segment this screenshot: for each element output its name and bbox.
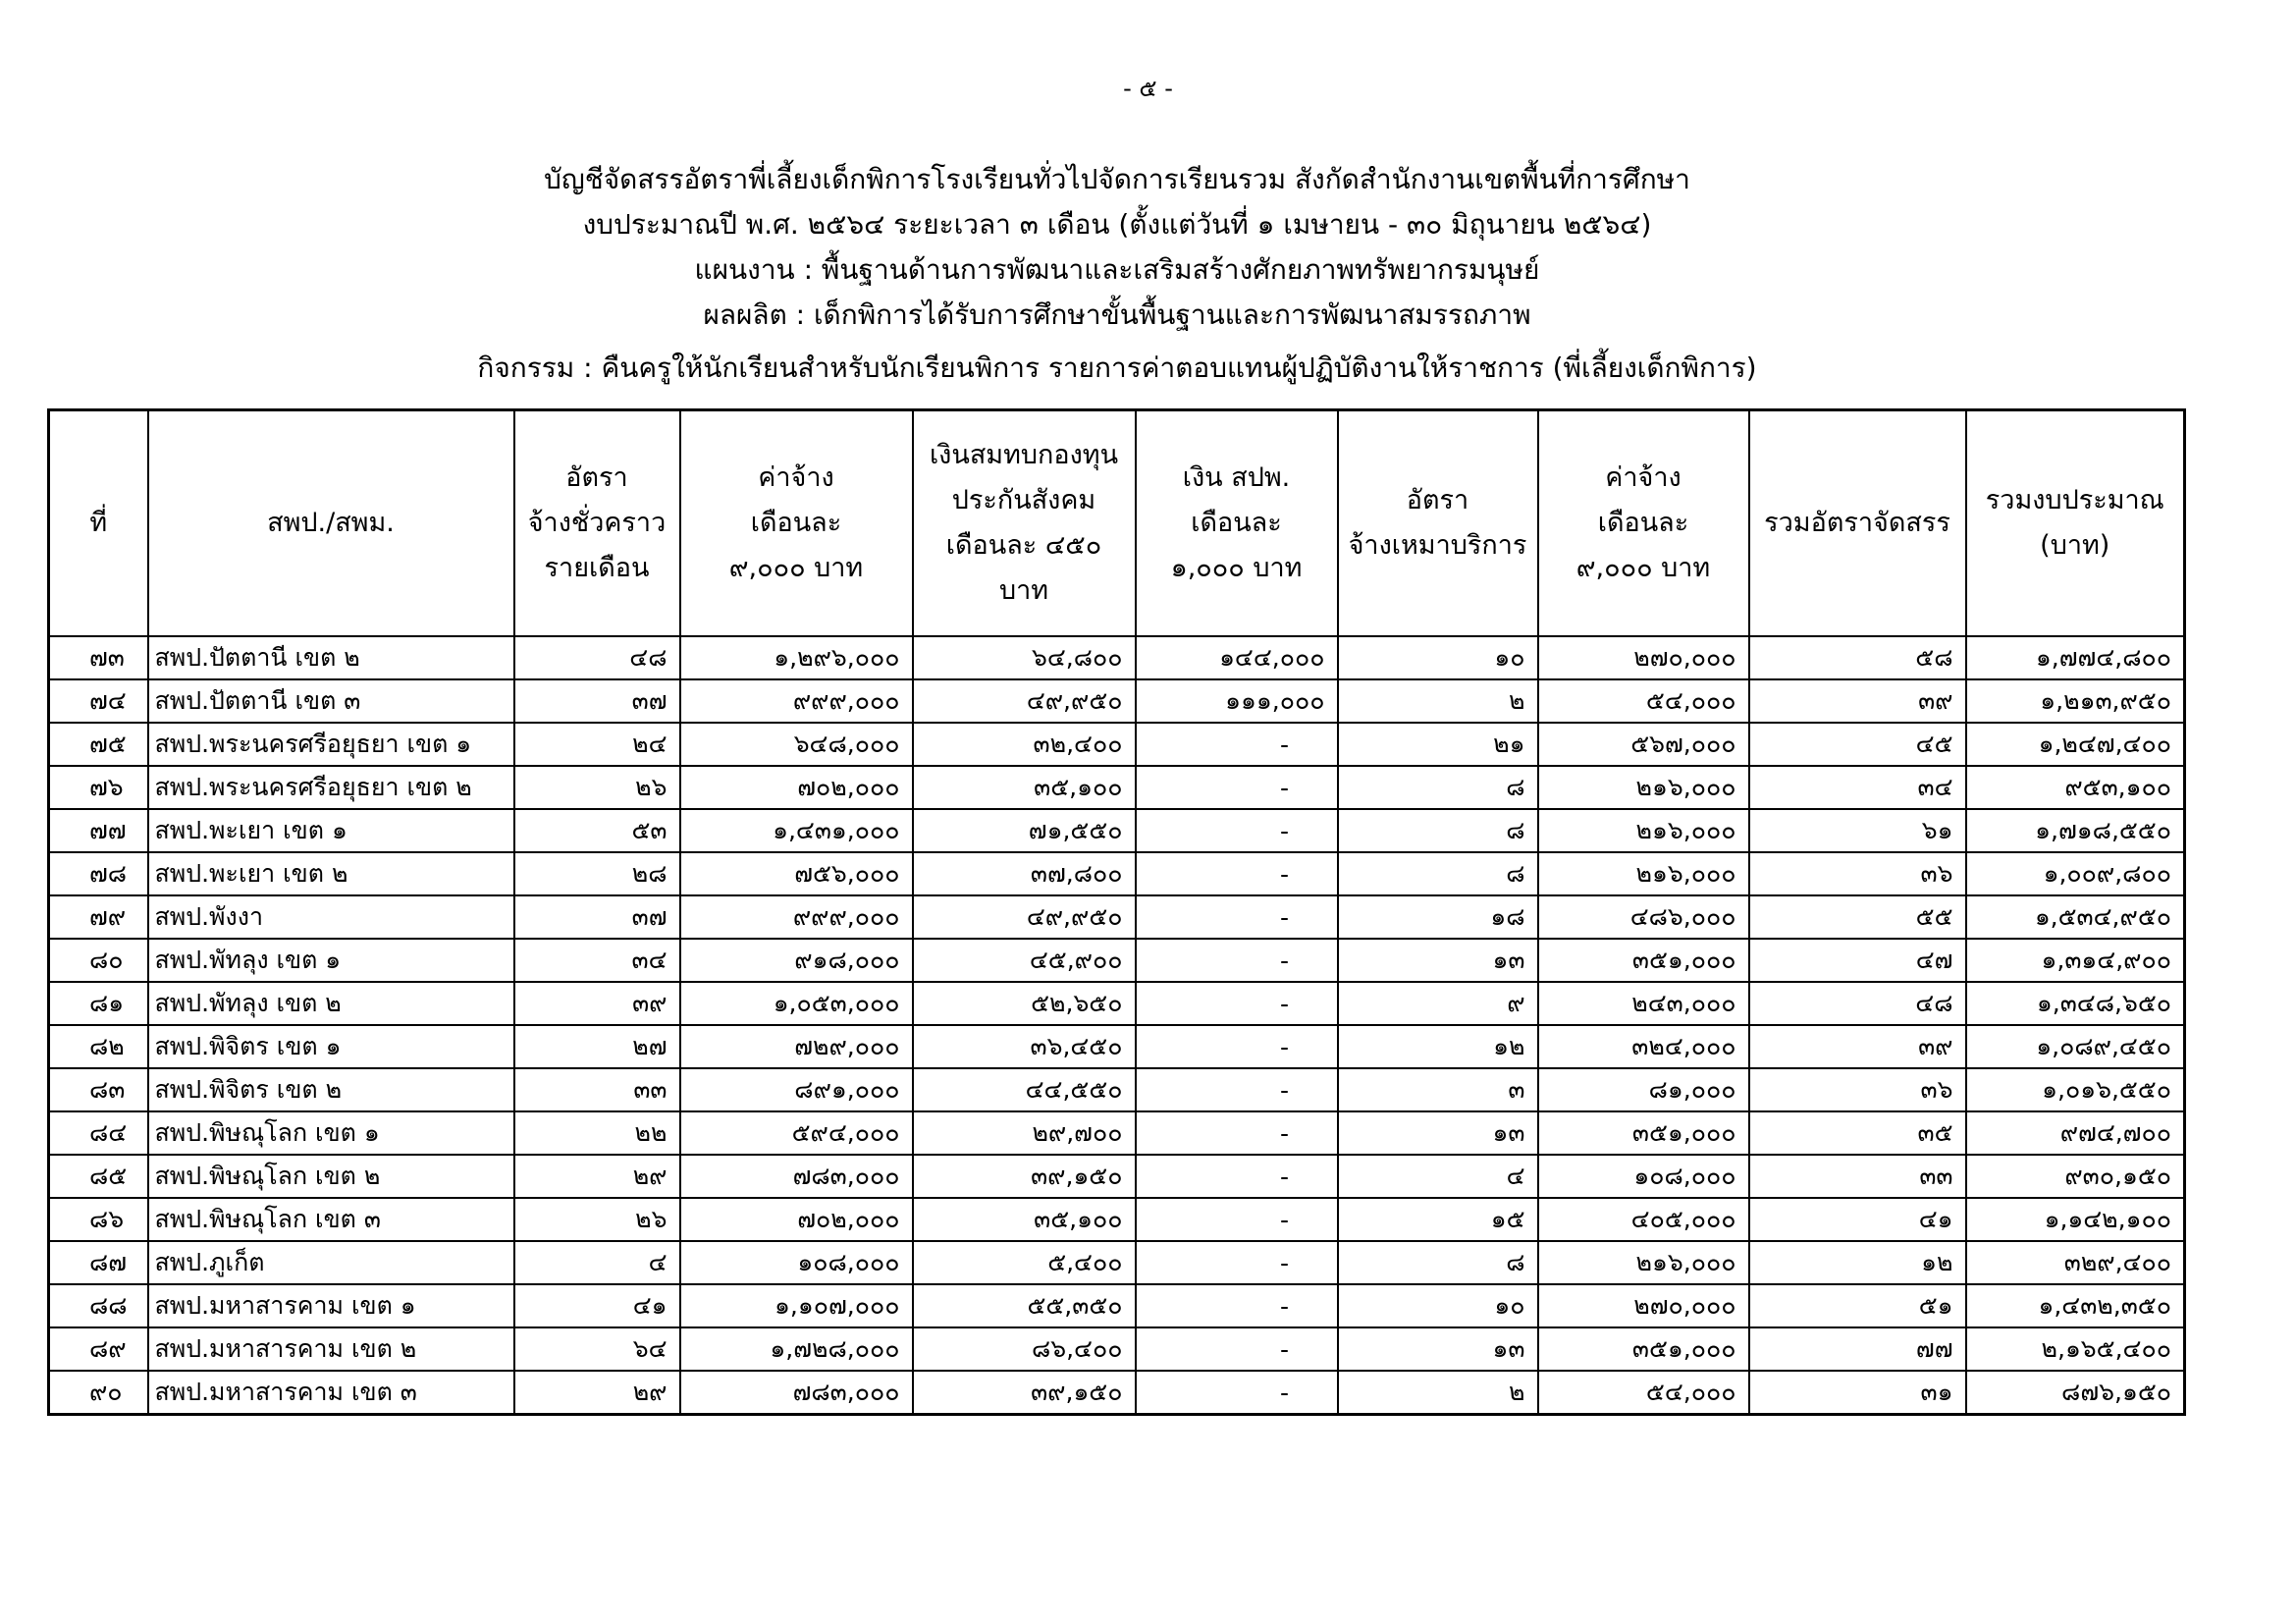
cell-col-service-rate: ๒: [1338, 1371, 1538, 1415]
cell-col-temp-rate: ๒๒: [514, 1111, 680, 1155]
cell-col-no: ๗๘: [49, 852, 148, 895]
header-text: จ้างชั่วคราว: [527, 508, 667, 538]
cell-col-service-wage: ๒๔๓,๐๐๐: [1538, 982, 1749, 1025]
cell-col-total-rate: ๓๓: [1749, 1155, 1966, 1198]
cell-col-wage: ๗๘๓,๐๐๐: [680, 1155, 913, 1198]
cell-col-social-security: ๒๙,๗๐๐: [913, 1111, 1136, 1155]
cell-col-service-wage: ๒๑๖,๐๐๐: [1538, 852, 1749, 895]
cell-col-social-security: ๓๒,๔๐๐: [913, 723, 1136, 766]
cell-col-service-wage: ๒๗๐,๐๐๐: [1538, 636, 1749, 679]
cell-col-total-budget: ๑,๓๔๘,๖๕๐: [1966, 982, 2185, 1025]
header-col-temp-rate: [514, 410, 680, 637]
cell-col-office: สพป.พังงา: [148, 895, 514, 939]
cell-col-social-security: ๖๔,๘๐๐: [913, 636, 1136, 679]
cell-col-service-rate: ๑๓: [1338, 1327, 1538, 1371]
header-text: (บาท): [2040, 530, 2110, 561]
table-row: [49, 809, 2185, 852]
cell-col-spp: -: [1136, 982, 1338, 1025]
cell-col-social-security: ๓๖,๔๕๐: [913, 1025, 1136, 1068]
cell-col-total-budget: ๙๕๓,๑๐๐: [1966, 766, 2185, 809]
cell-col-temp-rate: ๕๓: [514, 809, 680, 852]
cell-col-social-security: ๕๒,๖๕๐: [913, 982, 1136, 1025]
cell-col-wage: ๙๙๙,๐๐๐: [680, 679, 913, 723]
cell-col-office: สพป.พระนครศรีอยุธยา เขต ๑: [148, 723, 514, 766]
cell-col-total-budget: ๑,๒๑๓,๙๕๐: [1966, 679, 2185, 723]
cell-col-temp-rate: ๔๑: [514, 1284, 680, 1327]
cell-col-total-rate: ๓๖: [1749, 1068, 1966, 1111]
cell-col-service-wage: ๔๐๕,๐๐๐: [1538, 1198, 1749, 1241]
cell-col-total-budget: ๒,๑๖๕,๔๐๐: [1966, 1327, 2185, 1371]
cell-col-social-security: ๔๙,๙๕๐: [913, 895, 1136, 939]
cell-col-spp: -: [1136, 1111, 1338, 1155]
table-row: [49, 982, 2185, 1025]
cell-col-wage: ๑,๗๒๘,๐๐๐: [680, 1327, 913, 1371]
table-row: [49, 1327, 2185, 1371]
header-text: ๙,๐๐๐ บาท: [728, 553, 864, 583]
cell-col-total-rate: ๑๒: [1749, 1241, 1966, 1284]
cell-col-service-wage: ๑๐๘,๐๐๐: [1538, 1155, 1749, 1198]
cell-col-office: สพป.พิจิตร เขต ๑: [148, 1025, 514, 1068]
cell-col-no: ๘๔: [49, 1111, 148, 1155]
cell-col-total-rate: ๔๗: [1749, 939, 1966, 982]
cell-col-total-budget: ๙๓๐,๑๕๐: [1966, 1155, 2185, 1198]
cell-col-temp-rate: ๒๔: [514, 723, 680, 766]
cell-col-temp-rate: ๓๔: [514, 939, 680, 982]
cell-col-temp-rate: ๖๔: [514, 1327, 680, 1371]
header-text: รวมงบประมาณ: [1985, 485, 2164, 515]
header-text: เดือนละ ๔๕๐ บาท: [945, 530, 1102, 606]
table-row: [49, 1068, 2185, 1111]
header-text: จ้างเหมาบริการ: [1348, 530, 1527, 561]
cell-col-total-budget: ๘๗๖,๑๕๐: [1966, 1371, 2185, 1415]
header-row: [49, 410, 2185, 637]
table-row: [49, 723, 2185, 766]
header-text: รวมอัตราจัดสรร: [1764, 508, 1950, 538]
cell-col-social-security: ๕,๔๐๐: [913, 1241, 1136, 1284]
header-text: เงิน สปพ.: [1182, 462, 1291, 493]
cell-col-wage: ๗๐๒,๐๐๐: [680, 766, 913, 809]
cell-col-wage: ๑,๔๓๑,๐๐๐: [680, 809, 913, 852]
cell-col-spp: ๑๔๔,๐๐๐: [1136, 636, 1338, 679]
cell-col-service-wage: ๓๕๑,๐๐๐: [1538, 939, 1749, 982]
header-text: ค่าจ้าง: [1605, 462, 1682, 493]
cell-col-wage: ๗๘๓,๐๐๐: [680, 1371, 913, 1415]
cell-col-service-rate: ๑๘: [1338, 895, 1538, 939]
cell-col-service-wage: ๒๑๖,๐๐๐: [1538, 1241, 1749, 1284]
cell-col-spp: -: [1136, 723, 1338, 766]
cell-col-wage: ๗๒๙,๐๐๐: [680, 1025, 913, 1068]
cell-col-total-budget: ๑,๐๘๙,๔๕๐: [1966, 1025, 2185, 1068]
cell-col-total-budget: ๓๒๙,๔๐๐: [1966, 1241, 2185, 1284]
header-col-service-rate: [1338, 410, 1538, 637]
cell-col-spp: -: [1136, 939, 1338, 982]
cell-col-no: ๗๖: [49, 766, 148, 809]
table-body: [49, 636, 2185, 1415]
cell-col-wage: ๑,๒๙๖,๐๐๐: [680, 636, 913, 679]
header-text: เงินสมทบกองทุน: [929, 440, 1119, 470]
header-text: ๑,๐๐๐ บาท: [1170, 553, 1303, 583]
cell-col-no: ๗๕: [49, 723, 148, 766]
cell-col-social-security: ๓๕,๑๐๐: [913, 1198, 1136, 1241]
table-row: [49, 852, 2185, 895]
cell-col-temp-rate: ๒๖: [514, 766, 680, 809]
cell-col-total-budget: ๑,๐๐๙,๘๐๐: [1966, 852, 2185, 895]
header-text: ที่: [89, 508, 108, 538]
cell-col-no: ๗๙: [49, 895, 148, 939]
cell-col-wage: ๖๔๘,๐๐๐: [680, 723, 913, 766]
cell-col-spp: ๑๑๑,๐๐๐: [1136, 679, 1338, 723]
header-col-wage: [680, 410, 913, 637]
cell-col-service-rate: ๑๒: [1338, 1025, 1538, 1068]
cell-col-temp-rate: ๔: [514, 1241, 680, 1284]
cell-col-spp: -: [1136, 895, 1338, 939]
cell-col-spp: -: [1136, 1068, 1338, 1111]
cell-col-service-rate: ๘: [1338, 852, 1538, 895]
cell-col-total-budget: ๑,๑๔๒,๑๐๐: [1966, 1198, 2185, 1241]
header-text: ประกันสังคม: [951, 485, 1096, 515]
cell-col-total-rate: ๓๔: [1749, 766, 1966, 809]
cell-col-service-wage: ๕๖๗,๐๐๐: [1538, 723, 1749, 766]
cell-col-total-budget: ๑,๒๔๗,๔๐๐: [1966, 723, 2185, 766]
cell-col-office: สพป.ภูเก็ต: [148, 1241, 514, 1284]
cell-col-spp: -: [1136, 809, 1338, 852]
cell-col-social-security: ๓๕,๑๐๐: [913, 766, 1136, 809]
cell-col-service-rate: ๒๑: [1338, 723, 1538, 766]
cell-col-office: สพป.มหาสารคาม เขต ๓: [148, 1371, 514, 1415]
cell-col-service-rate: ๑๓: [1338, 939, 1538, 982]
cell-col-service-wage: ๓๕๑,๐๐๐: [1538, 1327, 1749, 1371]
header-col-total-budget: [1966, 410, 2185, 637]
cell-col-total-budget: ๑,๕๓๔,๙๕๐: [1966, 895, 2185, 939]
cell-col-no: ๘๓: [49, 1068, 148, 1111]
cell-col-service-rate: ๘: [1338, 1241, 1538, 1284]
cell-col-service-wage: ๓๕๑,๐๐๐: [1538, 1111, 1749, 1155]
table-row: [49, 1198, 2185, 1241]
title-line-2: งบประมาณปี พ.ศ. ๒๕๖๔ ระยะเวลา ๓ เดือน (ตั้งแต่วันที่ ๑ เมษายน - ๓๐ มิถุนายน ๒๕๖๔): [582, 208, 1652, 241]
cell-col-spp: -: [1136, 1284, 1338, 1327]
cell-col-wage: ๘๙๑,๐๐๐: [680, 1068, 913, 1111]
cell-col-office: สพป.พัทลุง เขต ๑: [148, 939, 514, 982]
cell-col-wage: ๙๙๙,๐๐๐: [680, 895, 913, 939]
cell-col-service-wage: ๒๗๐,๐๐๐: [1538, 1284, 1749, 1327]
cell-col-spp: -: [1136, 1155, 1338, 1198]
cell-col-total-rate: ๓๙: [1749, 1025, 1966, 1068]
cell-col-service-rate: ๒: [1338, 679, 1538, 723]
cell-col-spp: -: [1136, 1198, 1338, 1241]
cell-col-no: ๗๓: [49, 636, 148, 679]
cell-col-temp-rate: ๒๙: [514, 1371, 680, 1415]
cell-col-office: สพป.พิษณุโลก เขต ๑: [148, 1111, 514, 1155]
cell-col-wage: ๗๕๖,๐๐๐: [680, 852, 913, 895]
cell-col-office: สพป.พิษณุโลก เขต ๒: [148, 1155, 514, 1198]
cell-col-service-rate: ๘: [1338, 809, 1538, 852]
table-row: [49, 1371, 2185, 1415]
cell-col-service-rate: ๑๕: [1338, 1198, 1538, 1241]
cell-col-temp-rate: ๓๗: [514, 679, 680, 723]
cell-col-spp: -: [1136, 1025, 1338, 1068]
table-row: [49, 1025, 2185, 1068]
cell-col-total-budget: ๑,๐๑๖,๕๕๐: [1966, 1068, 2185, 1111]
cell-col-spp: -: [1136, 1371, 1338, 1415]
header-text: รายเดือน: [544, 553, 650, 583]
table-row: [49, 766, 2185, 809]
cell-col-total-budget: ๙๗๔,๗๐๐: [1966, 1111, 2185, 1155]
table-row: [49, 939, 2185, 982]
cell-col-social-security: ๗๑,๕๕๐: [913, 809, 1136, 852]
cell-col-no: ๘๖: [49, 1198, 148, 1241]
cell-col-total-budget: ๑,๔๓๒,๓๕๐: [1966, 1284, 2185, 1327]
cell-col-office: สพป.พะเยา เขต ๑: [148, 809, 514, 852]
table-row: [49, 1111, 2185, 1155]
cell-col-no: ๘๐: [49, 939, 148, 982]
table-row: [49, 679, 2185, 723]
cell-col-service-rate: ๘: [1338, 766, 1538, 809]
cell-col-total-budget: ๑,๗๗๔,๘๐๐: [1966, 636, 2185, 679]
header-text: ๙,๐๐๐ บาท: [1575, 553, 1711, 583]
table-row: [49, 1155, 2185, 1198]
cell-col-service-wage: ๔๘๖,๐๐๐: [1538, 895, 1749, 939]
cell-col-no: ๙๐: [49, 1371, 148, 1415]
cell-col-social-security: ๕๕,๓๕๐: [913, 1284, 1136, 1327]
document-titles: [0, 157, 2234, 391]
cell-col-temp-rate: ๒๖: [514, 1198, 680, 1241]
title-line-3: แผนงาน : พื้นฐานด้านการพัฒนาและเสริมสร้างศักยภาพทรัพยากรมนุษย์: [694, 253, 1540, 286]
cell-col-spp: -: [1136, 852, 1338, 895]
header-text: เดือนละ: [1597, 508, 1689, 538]
cell-col-total-rate: ๓๑: [1749, 1371, 1966, 1415]
cell-col-wage: ๗๐๒,๐๐๐: [680, 1198, 913, 1241]
cell-col-no: ๘๕: [49, 1155, 148, 1198]
cell-col-total-budget: ๑,๓๑๔,๙๐๐: [1966, 939, 2185, 982]
header-text: เดือนละ: [1191, 508, 1282, 538]
cell-col-social-security: ๓๗,๘๐๐: [913, 852, 1136, 895]
cell-col-no: ๘๗: [49, 1241, 148, 1284]
cell-col-no: ๘๙: [49, 1327, 148, 1371]
cell-col-temp-rate: ๓๗: [514, 895, 680, 939]
cell-col-total-rate: ๔๘: [1749, 982, 1966, 1025]
header-col-social-security: [913, 410, 1136, 637]
cell-col-office: สพป.พัทลุง เขต ๒: [148, 982, 514, 1025]
cell-col-no: ๘๑: [49, 982, 148, 1025]
cell-col-no: ๘๒: [49, 1025, 148, 1068]
cell-col-total-rate: ๓๙: [1749, 679, 1966, 723]
cell-col-social-security: ๔๙,๙๕๐: [913, 679, 1136, 723]
cell-col-wage: ๑,๑๐๗,๐๐๐: [680, 1284, 913, 1327]
header-col-no: [49, 410, 148, 637]
header-col-office: [148, 410, 514, 637]
cell-col-temp-rate: ๒๙: [514, 1155, 680, 1198]
cell-col-no: ๗๗: [49, 809, 148, 852]
header-col-spp: [1136, 410, 1338, 637]
cell-col-service-wage: ๕๔,๐๐๐: [1538, 1371, 1749, 1415]
cell-col-temp-rate: ๔๘: [514, 636, 680, 679]
cell-col-total-rate: ๔๑: [1749, 1198, 1966, 1241]
cell-col-total-rate: ๓๕: [1749, 1111, 1966, 1155]
activity-line: กิจกรรม : คืนครูให้นักเรียนสำหรับนักเรียนพิการ รายการค่าตอบแทนผู้ปฏิบัติงานให้ราชการ (พี่เลี้ยงเด็กพิการ): [477, 352, 1757, 384]
allocation-table: [47, 408, 2186, 1416]
table-row: [49, 1284, 2185, 1327]
cell-col-service-wage: ๘๑,๐๐๐: [1538, 1068, 1749, 1111]
cell-col-service-rate: ๓: [1338, 1068, 1538, 1111]
cell-col-temp-rate: ๒๘: [514, 852, 680, 895]
page-number: - ๕ -: [1123, 75, 1173, 102]
cell-col-no: ๗๔: [49, 679, 148, 723]
header-col-service-wage: [1538, 410, 1749, 637]
table-row: [49, 895, 2185, 939]
cell-col-social-security: ๔๕,๙๐๐: [913, 939, 1136, 982]
cell-col-temp-rate: ๒๗: [514, 1025, 680, 1068]
title-line-1: บัญชีจัดสรรอัตราพี่เลี้ยงเด็กพิการโรงเรียนทั่วไปจัดการเรียนรวม สังกัดสำนักงานเขตพื้นที่การศึกษา: [544, 163, 1690, 195]
cell-col-office: สพป.พิจิตร เขต ๒: [148, 1068, 514, 1111]
cell-col-service-wage: ๒๑๖,๐๐๐: [1538, 809, 1749, 852]
cell-col-spp: -: [1136, 1327, 1338, 1371]
cell-col-social-security: ๓๙,๑๕๐: [913, 1155, 1136, 1198]
cell-col-wage: ๕๙๔,๐๐๐: [680, 1111, 913, 1155]
cell-col-temp-rate: ๓๓: [514, 1068, 680, 1111]
cell-col-service-rate: ๙: [1338, 982, 1538, 1025]
cell-col-service-rate: ๔: [1338, 1155, 1538, 1198]
cell-col-service-rate: ๑๐: [1338, 1284, 1538, 1327]
header-text: สพป./สพม.: [267, 508, 395, 538]
cell-col-office: สพป.พะเยา เขต ๒: [148, 852, 514, 895]
cell-col-total-rate: ๔๕: [1749, 723, 1966, 766]
header-col-total-rate: [1749, 410, 1966, 637]
cell-col-total-rate: ๓๖: [1749, 852, 1966, 895]
header-text: เดือนละ: [750, 508, 842, 538]
table-row: [49, 1241, 2185, 1284]
header-text: อัตรา: [565, 462, 628, 493]
cell-col-total-rate: ๖๑: [1749, 809, 1966, 852]
cell-col-service-rate: ๑๐: [1338, 636, 1538, 679]
cell-col-service-wage: ๒๑๖,๐๐๐: [1538, 766, 1749, 809]
cell-col-office: สพป.พระนครศรีอยุธยา เขต ๒: [148, 766, 514, 809]
header-text: อัตรา: [1406, 485, 1469, 515]
cell-col-service-wage: ๓๒๔,๐๐๐: [1538, 1025, 1749, 1068]
cell-col-no: ๘๘: [49, 1284, 148, 1327]
table-row: [49, 636, 2185, 679]
cell-col-office: สพป.มหาสารคาม เขต ๑: [148, 1284, 514, 1327]
cell-col-total-rate: ๕๑: [1749, 1284, 1966, 1327]
cell-col-service-rate: ๑๓: [1338, 1111, 1538, 1155]
cell-col-office: สพป.ปัตตานี เขต ๒: [148, 636, 514, 679]
cell-col-temp-rate: ๓๙: [514, 982, 680, 1025]
cell-col-service-wage: ๕๔,๐๐๐: [1538, 679, 1749, 723]
cell-col-social-security: ๘๖,๔๐๐: [913, 1327, 1136, 1371]
cell-col-wage: ๑๐๘,๐๐๐: [680, 1241, 913, 1284]
header-text: ค่าจ้าง: [758, 462, 834, 493]
cell-col-total-rate: ๕๘: [1749, 636, 1966, 679]
cell-col-total-budget: ๑,๗๑๘,๕๕๐: [1966, 809, 2185, 852]
cell-col-social-security: ๓๙,๑๕๐: [913, 1371, 1136, 1415]
cell-col-social-security: ๔๔,๕๕๐: [913, 1068, 1136, 1111]
cell-col-wage: ๙๑๘,๐๐๐: [680, 939, 913, 982]
cell-col-total-rate: ๕๕: [1749, 895, 1966, 939]
cell-col-office: สพป.ปัตตานี เขต ๓: [148, 679, 514, 723]
cell-col-office: สพป.พิษณุโลก เขต ๓: [148, 1198, 514, 1241]
title-line-4: ผลผลิต : เด็กพิการได้รับการศึกษาขั้นพื้นฐานและการพัฒนาสมรรถภาพ: [703, 298, 1531, 331]
cell-col-office: สพป.มหาสารคาม เขต ๒: [148, 1327, 514, 1371]
cell-col-total-rate: ๗๗: [1749, 1327, 1966, 1371]
cell-col-spp: -: [1136, 1241, 1338, 1284]
cell-col-spp: -: [1136, 766, 1338, 809]
cell-col-wage: ๑,๐๕๓,๐๐๐: [680, 982, 913, 1025]
